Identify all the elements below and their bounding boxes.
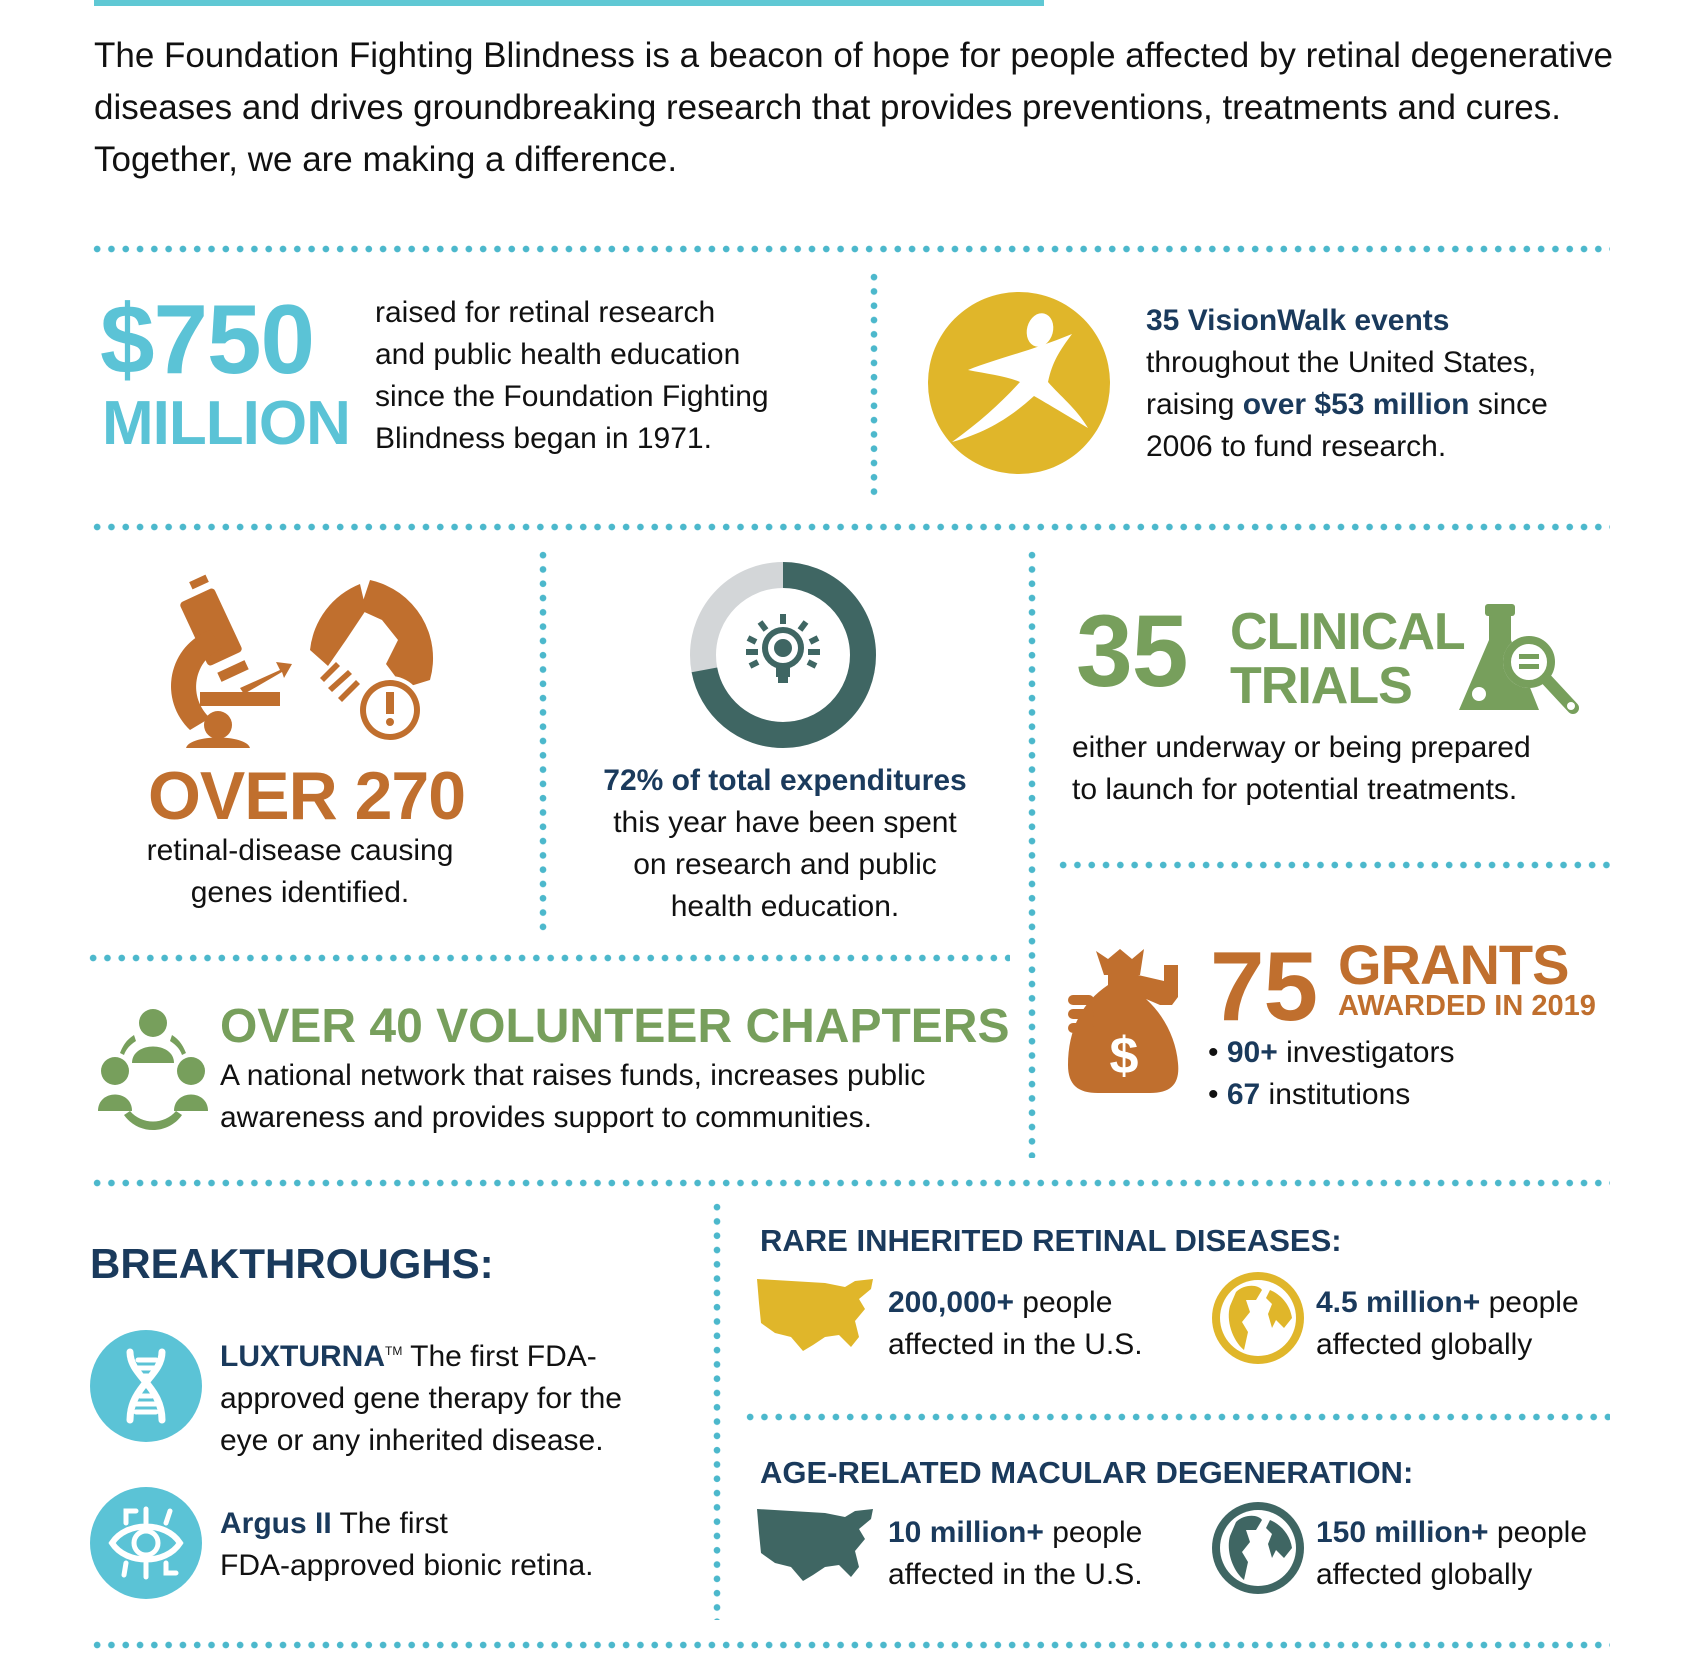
raised-amount: $750 bbox=[100, 284, 315, 394]
grants-bullets bbox=[1208, 1032, 1454, 1116]
divider-dots bbox=[90, 1641, 1610, 1649]
us-map-icon bbox=[755, 1505, 885, 1585]
rare-us-stat: 200,000+ people affected in the U.S. bbox=[888, 1286, 1143, 1361]
divider-dots bbox=[90, 245, 1610, 253]
divider-dots bbox=[90, 1179, 1610, 1187]
breakthroughs-title: BREAKTHROUGHS: bbox=[90, 1240, 494, 1287]
divider-dots bbox=[1056, 861, 1610, 869]
grants-bullet-item: • 90+ investigators bbox=[1208, 1036, 1455, 1069]
chapters-headline: OVER 40 VOLUNTEER CHAPTERS bbox=[220, 1000, 1010, 1053]
runner-icon bbox=[928, 292, 1110, 474]
divider-dots bbox=[743, 1413, 1610, 1421]
bionic-eye-icon bbox=[90, 1487, 202, 1599]
chapters-description: A national network that raises funds, increases public awareness and provides support to communities. bbox=[220, 1059, 926, 1134]
genes-headline: OVER 270 bbox=[148, 758, 466, 834]
divider-dots-vertical bbox=[870, 270, 878, 502]
grants-awarded-year: AWARDED IN 2019 bbox=[1338, 990, 1596, 1022]
amd-title: AGE-RELATED MACULAR DEGENERATION: bbox=[760, 1455, 1414, 1490]
trials-description: either underway or being prepared to launch for potential treatments. bbox=[1072, 731, 1531, 806]
trials-number: 35 bbox=[1076, 594, 1188, 708]
flask-magnifier-icon bbox=[1455, 600, 1585, 730]
trials-word1: CLINICAL bbox=[1230, 603, 1465, 661]
breakthrough-argus: Argus II The first FDA-approved bionic retina. bbox=[220, 1507, 594, 1582]
people-circle-icon bbox=[98, 1005, 208, 1135]
trials-word2: TRIALS bbox=[1230, 657, 1412, 715]
divider-dots bbox=[90, 523, 1610, 531]
intro-paragraph: The Foundation Fighting Blindness is a beacon of hope for people affected by retinal degenerative diseases and drives groundbreaking research that provides preventions, treatments and cures. Together, we are making a difference. bbox=[94, 36, 1613, 179]
grants-bullet-item: • 67 institutions bbox=[1208, 1078, 1411, 1111]
divider-dots-vertical bbox=[1028, 548, 1036, 1158]
raised-unit: MILLION bbox=[102, 389, 350, 458]
grants-number: 75 bbox=[1210, 931, 1318, 1041]
divider-dots-vertical bbox=[713, 1200, 721, 1620]
rare-diseases-title: RARE INHERITED RETINAL DISEASES: bbox=[760, 1223, 1342, 1258]
top-accent-bar bbox=[94, 0, 1044, 6]
visionwalk-description: 35 VisionWalk events throughout the United States, raising over $53 million since 2006 to fund research. bbox=[1146, 304, 1548, 463]
expenditures-description: 72% of total expenditures this year have been spent on research and public health education. bbox=[603, 764, 967, 923]
expenditure-donut-chart bbox=[690, 562, 876, 748]
svg-text:$: $ bbox=[1109, 1027, 1139, 1085]
rare-global-stat: 4.5 million+ people affected globally bbox=[1316, 1286, 1579, 1361]
globe-icon bbox=[1210, 1270, 1306, 1366]
amd-global-stat: 150 million+ people affected globally bbox=[1316, 1516, 1588, 1591]
money-bag-icon bbox=[1068, 945, 1188, 1095]
divider-dots-vertical bbox=[539, 548, 547, 934]
divider-dots bbox=[86, 954, 1010, 962]
us-map-icon bbox=[755, 1275, 885, 1355]
globe-icon bbox=[1210, 1500, 1306, 1596]
breakthrough-luxturna: LUXTURNA™ The first FDA- approved gene therapy for the eye or any inherited disease. bbox=[220, 1340, 622, 1457]
raised-description: raised for retinal research and public health education since the Foundation Fighting Blindness began in 1971. bbox=[375, 296, 769, 455]
microscope-dna-icon bbox=[150, 570, 450, 750]
grants-word: GRANTS bbox=[1338, 933, 1569, 996]
dna-icon bbox=[90, 1330, 202, 1442]
amd-us-stat: 10 million+ people affected in the U.S. bbox=[888, 1516, 1143, 1591]
genes-description: retinal-disease causing genes identified. bbox=[146, 834, 454, 909]
